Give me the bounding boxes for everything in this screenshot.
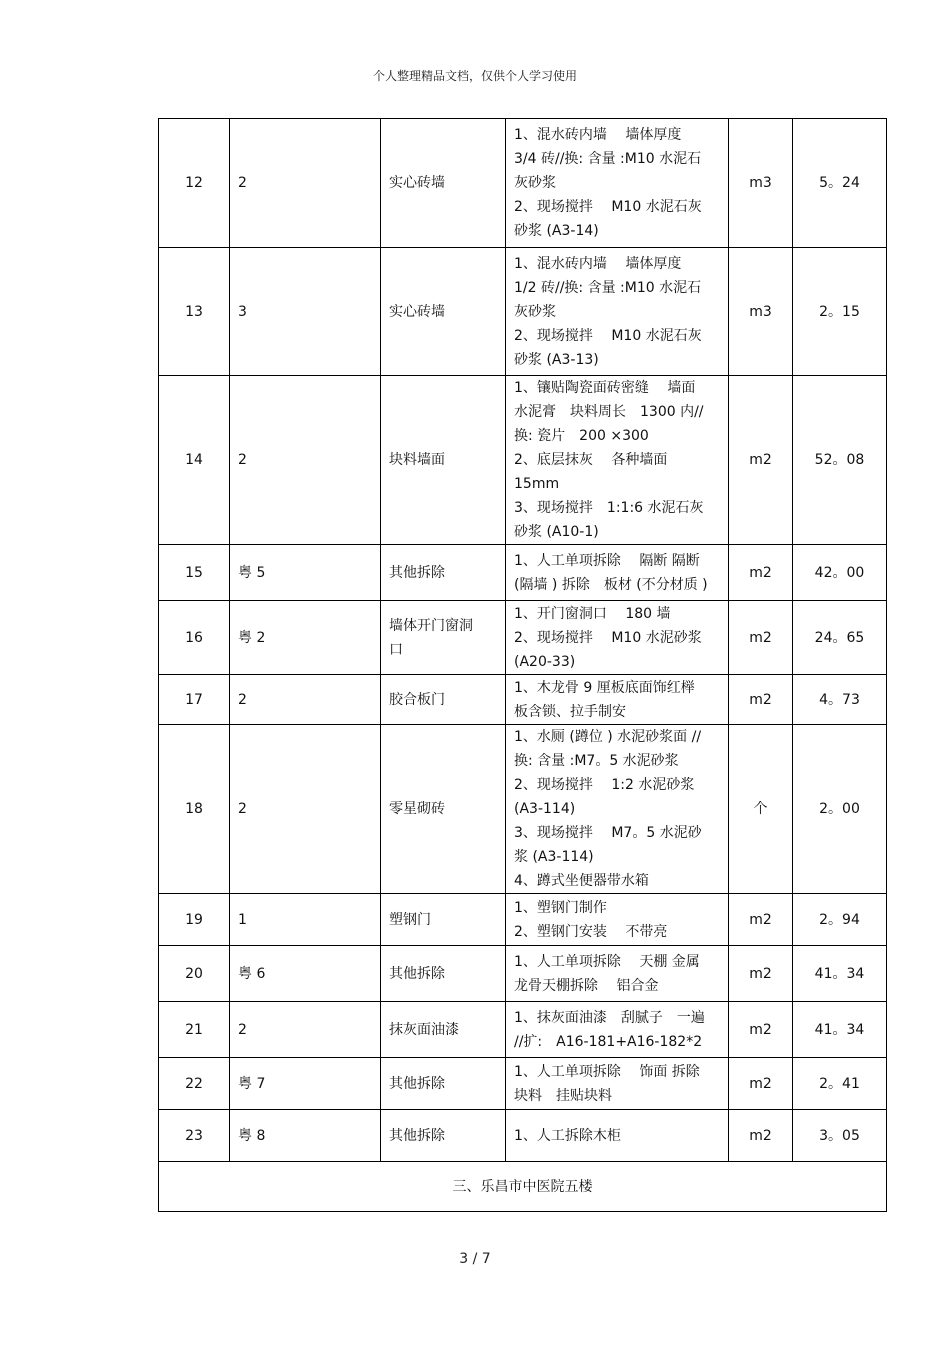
- table-row: [159, 545, 887, 601]
- description-line: 灰砂浆: [514, 303, 556, 320]
- item-name-line: 口: [389, 641, 403, 658]
- description-line: 浆 (A3-114): [514, 849, 594, 865]
- section-title: 三、乐昌市中医院五楼: [452, 1178, 593, 1195]
- description-line: 1、混水砖内墙 墙体厚度: [514, 127, 682, 143]
- row-number: 22: [159, 1058, 230, 1110]
- table-row: [159, 119, 887, 248]
- unit: m2: [729, 894, 793, 946]
- description-line: 块料 挂贴块料: [514, 1087, 612, 1104]
- description-line: //扩: A16-181+A16-182*2: [514, 1033, 703, 1050]
- description-line: 水泥膏 块料周长 1300 内//: [514, 404, 704, 420]
- item-name: [381, 946, 506, 1002]
- table-row: [159, 1002, 887, 1058]
- table-row: [159, 376, 887, 545]
- description-line: 2、底层抹灰 各种墙面: [514, 452, 668, 468]
- quota-code: 粤 8: [230, 1110, 381, 1162]
- quota-code: 3: [230, 248, 381, 376]
- table-row: [159, 601, 887, 675]
- quota-code: 2: [230, 376, 381, 545]
- quota-code: 2: [230, 725, 381, 894]
- description-line: 灰砂浆: [514, 175, 556, 191]
- description-line: 3、现场搅拌 1:1:6 水泥石灰: [514, 500, 704, 516]
- quota-code: 1: [230, 894, 381, 946]
- description-line: 砂浆 (A10-1): [514, 524, 599, 540]
- quantity: 4。73: [793, 675, 887, 725]
- quantity: 3。05: [793, 1110, 887, 1162]
- description-line: 1、人工单项拆除 饰面 拆除: [514, 1063, 700, 1080]
- quantity: 2。94: [793, 894, 887, 946]
- item-name: [381, 725, 506, 894]
- description-line: 砂浆 (A3-13): [514, 351, 599, 368]
- page-header-note: 个人整理精品文档，仅供个人学习使用: [372, 69, 577, 83]
- item-name: [381, 894, 506, 946]
- quantity: 41。34: [793, 946, 887, 1002]
- item-name-line: 其他拆除: [389, 564, 445, 581]
- description-line: 3/4 砖//换: 含量 :M10 水泥石: [514, 151, 702, 167]
- table-row: [159, 248, 887, 376]
- unit: m2: [729, 601, 793, 675]
- row-number: 13: [159, 248, 230, 376]
- description-line: (A3-114): [514, 801, 576, 817]
- description-line: 板含锁、拉手制安: [514, 703, 626, 720]
- table-row: [159, 725, 887, 894]
- description-line: 2、现场搅拌 M10 水泥石灰: [514, 199, 702, 215]
- quantity: 42。00: [793, 545, 887, 601]
- item-name-line: 墙体开门窗洞: [389, 617, 473, 634]
- quantity: 2。00: [793, 725, 887, 894]
- item-name: [381, 1002, 506, 1058]
- quota-code: 粤 6: [230, 946, 381, 1002]
- item-name-line: 抹灰面油漆: [389, 1021, 459, 1038]
- quota-code: 粤 7: [230, 1058, 381, 1110]
- description-line: 1、抹灰面油漆 刮腻子 一遍: [514, 1009, 705, 1026]
- unit: m3: [729, 119, 793, 248]
- item-description: [506, 1058, 729, 1110]
- row-number: 15: [159, 545, 230, 601]
- table-row: [159, 675, 887, 725]
- quantity: 52。08: [793, 376, 887, 545]
- item-name-line: 实心砖墙: [389, 175, 445, 191]
- row-number: 21: [159, 1002, 230, 1058]
- item-description: [506, 376, 729, 545]
- description-line: 2、现场搅拌 M10 水泥石灰: [514, 327, 702, 344]
- item-description: [506, 946, 729, 1002]
- description-line: 1、镶贴陶瓷面砖密缝 墙面: [514, 380, 696, 396]
- page-number: 3 / 7: [459, 1251, 491, 1267]
- item-description: [506, 725, 729, 894]
- quota-code: 粤 5: [230, 545, 381, 601]
- unit: m2: [729, 1058, 793, 1110]
- description-line: 2、塑钢门安装 不带亮: [514, 923, 668, 940]
- row-number: 12: [159, 119, 230, 248]
- description-line: 1/2 砖//换: 含量 :M10 水泥石: [514, 279, 702, 296]
- bill-of-quantities-table: [158, 118, 887, 1212]
- description-line: 龙骨天棚拆除 铝合金: [514, 977, 659, 994]
- unit: m2: [729, 1002, 793, 1058]
- item-description: [506, 601, 729, 675]
- description-line: (隔墙 ) 拆除 板材 (不分材质 ): [514, 576, 708, 593]
- unit: m2: [729, 675, 793, 725]
- table-row: [159, 1110, 887, 1162]
- item-name: [381, 1058, 506, 1110]
- quantity: 5。24: [793, 119, 887, 248]
- description-line: 换: 瓷片 200 ×300: [514, 428, 649, 444]
- item-name-line: 其他拆除: [389, 1075, 445, 1092]
- description-line: 1、塑钢门制作: [514, 899, 607, 916]
- row-number: 23: [159, 1110, 230, 1162]
- item-description: [506, 1110, 729, 1162]
- description-line: 1、开门窗洞口 180 墙: [514, 605, 671, 622]
- item-name-line: 胶合板门: [389, 691, 445, 708]
- row-number: 18: [159, 725, 230, 894]
- quantity: 2。41: [793, 1058, 887, 1110]
- description-line: 1、混水砖内墙 墙体厚度: [514, 255, 682, 272]
- table-row: [159, 1058, 887, 1110]
- unit: m2: [729, 946, 793, 1002]
- quantity: 24。65: [793, 601, 887, 675]
- description-line: 换: 含量 :M7。5 水泥砂浆: [514, 753, 679, 769]
- quantity: 41。34: [793, 1002, 887, 1058]
- item-description: [506, 119, 729, 248]
- row-number: 14: [159, 376, 230, 545]
- unit: 个: [729, 725, 793, 894]
- quota-code: 2: [230, 1002, 381, 1058]
- item-description: [506, 894, 729, 946]
- item-name: [381, 248, 506, 376]
- item-name: [381, 545, 506, 601]
- unit: m3: [729, 248, 793, 376]
- item-name-line: 零星砌砖: [389, 801, 445, 817]
- description-line: 15mm: [514, 476, 560, 492]
- description-line: 1、人工拆除木柜: [514, 1127, 621, 1144]
- quota-code: 2: [230, 675, 381, 725]
- item-description: [506, 248, 729, 376]
- item-name-line: 块料墙面: [389, 452, 445, 468]
- item-name: [381, 675, 506, 725]
- quantity: 2。15: [793, 248, 887, 376]
- description-line: 2、现场搅拌 1:2 水泥砂浆: [514, 777, 695, 793]
- description-line: 3、现场搅拌 M7。5 水泥砂: [514, 825, 702, 841]
- row-number: 16: [159, 601, 230, 675]
- table-row: [159, 946, 887, 1002]
- unit: m2: [729, 1110, 793, 1162]
- item-description: [506, 675, 729, 725]
- table-row: [159, 894, 887, 946]
- row-number: 19: [159, 894, 230, 946]
- quota-code: 粤 2: [230, 601, 381, 675]
- item-name: [381, 376, 506, 545]
- description-line: (A20-33): [514, 653, 576, 670]
- item-description: [506, 1002, 729, 1058]
- item-name: [381, 1110, 506, 1162]
- item-name: [381, 601, 506, 675]
- item-name-line: 其他拆除: [389, 1127, 445, 1144]
- item-name: [381, 119, 506, 248]
- description-line: 1、人工单项拆除 隔断 隔断: [514, 552, 700, 569]
- item-name-line: 其他拆除: [389, 965, 445, 982]
- item-description: [506, 545, 729, 601]
- description-line: 1、人工单项拆除 天棚 金属: [514, 953, 700, 970]
- description-line: 2、现场搅拌 M10 水泥砂浆: [514, 629, 702, 646]
- unit: m2: [729, 376, 793, 545]
- section-row: [159, 1162, 887, 1212]
- section-cell: [159, 1162, 887, 1212]
- item-name-line: 塑钢门: [389, 911, 431, 928]
- description-line: 1、水厕 (蹲位 ) 水泥砂浆面 //: [514, 729, 702, 745]
- unit: m2: [729, 545, 793, 601]
- description-line: 砂浆 (A3-14): [514, 223, 599, 239]
- item-name-line: 实心砖墙: [389, 303, 445, 320]
- description-line: 4、蹲式坐便器带水箱: [514, 873, 649, 889]
- row-number: 20: [159, 946, 230, 1002]
- quota-code: 2: [230, 119, 381, 248]
- description-line: 1、木龙骨 9 厘板底面饰红榉: [514, 679, 695, 696]
- row-number: 17: [159, 675, 230, 725]
